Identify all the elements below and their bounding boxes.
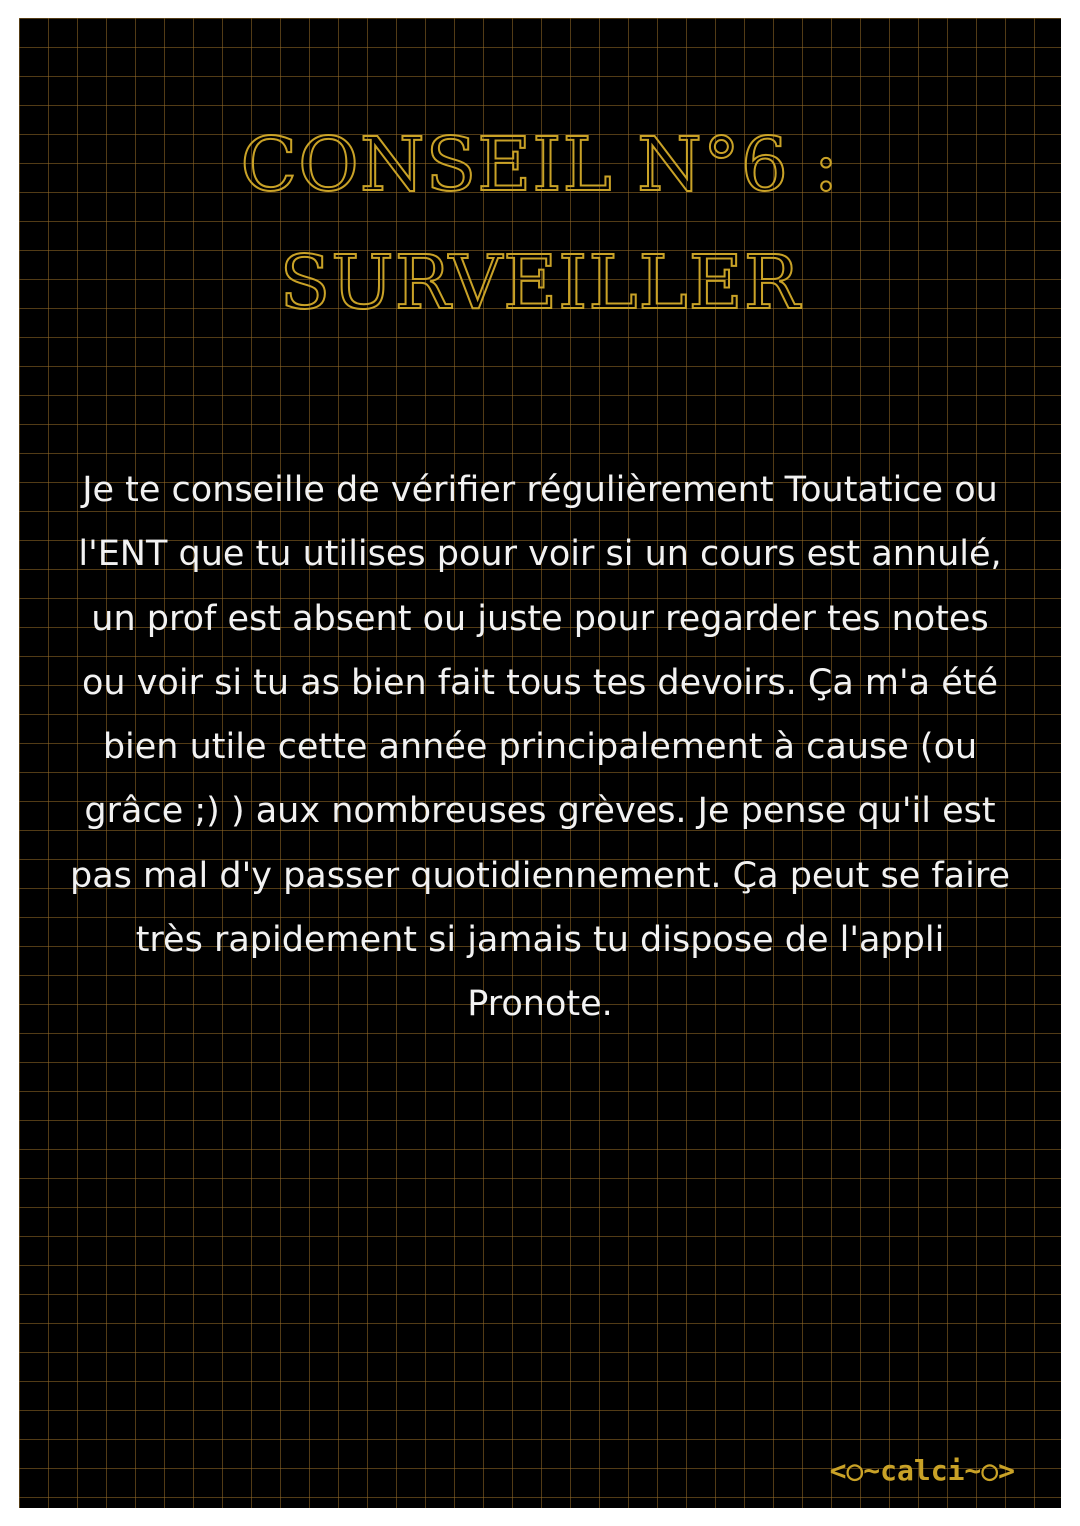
- author-signature: <○~calci~○>: [829, 1454, 1015, 1487]
- title-line-2: SURVEILLER: [279, 240, 801, 326]
- tip-card: [19, 18, 1061, 1508]
- tip-body-text: Je te conseille de vérifier régulièrement Toutatice ou l'ENT que tu utilises pour voir si un cours est annulé, un prof est absent ou juste pour regarder tes notes ou voir si tu as bien fait tous tes devoirs. Ça m'a été bien utile cette année principalement à cause (ou grâce ;) ) aux nombreuses grèves. Je pense qu'il est pas mal d'y passer quotidiennement. Ça peut se faire très rapidement si jamais tu dispose de l'appli Pronote.: [69, 470, 1011, 1025]
- page-title: [19, 106, 1061, 342]
- title-line-1: CONSEIL N°6 :: [240, 122, 840, 208]
